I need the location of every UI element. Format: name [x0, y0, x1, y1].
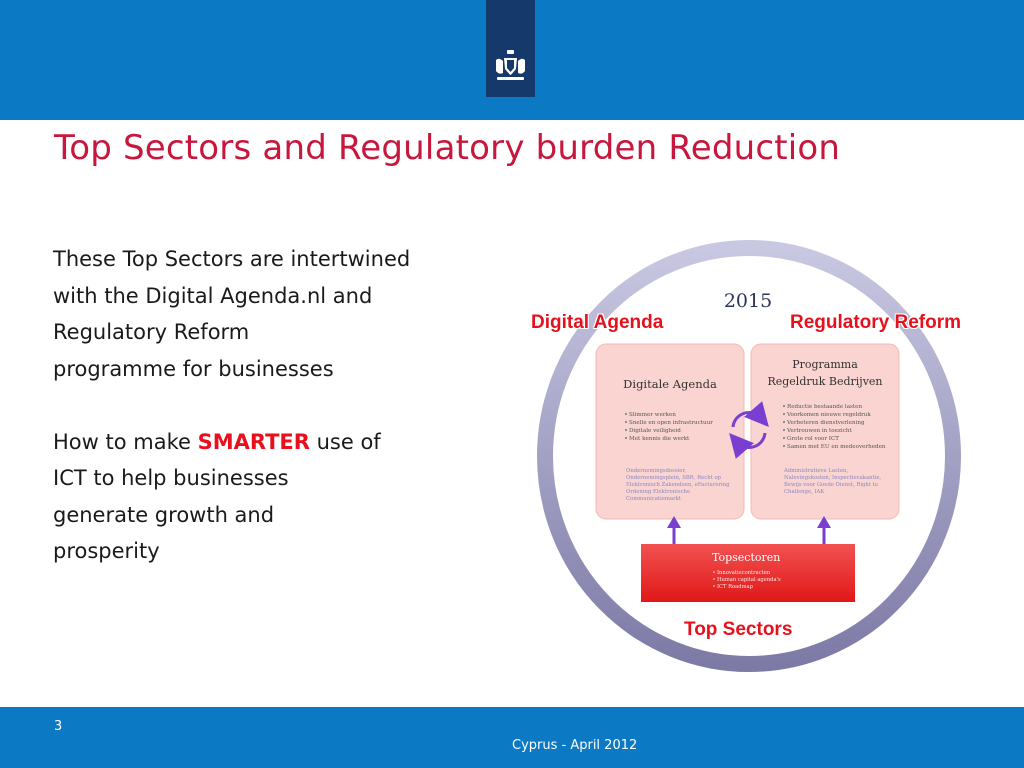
body-text — [53, 241, 513, 570]
coat-of-arms-icon — [490, 48, 531, 84]
left-bullet: Slimmer werken — [629, 412, 676, 418]
right-box-title-2: Regeldruk Bedrijven — [767, 375, 883, 388]
right-note: Bewijs voor Goede Dienst, Right to — [784, 482, 878, 488]
body-line: with the Digital Agenda.nl and — [53, 283, 373, 308]
bottom-box-title: Topsectoren — [712, 551, 781, 564]
smarter-highlight: SMARTER — [197, 429, 310, 454]
left-bullet: Digitale veiligheid — [629, 428, 681, 434]
left-note: Communicatiemarkt — [626, 496, 681, 502]
sectors-diagram — [520, 238, 1000, 678]
right-bullet: Samen met EU en medeoverheden — [787, 444, 886, 450]
page-number: 3 — [54, 719, 63, 734]
digital-agenda-label: Digital Agenda — [531, 312, 664, 333]
left-note: Ondernemingsplein, SBR, Recht op — [626, 475, 722, 481]
left-box-title: Digitale Agenda — [623, 377, 717, 391]
year-label: 2015 — [723, 290, 773, 312]
bottom-bullet: Human capital agenda's — [717, 577, 781, 583]
left-note: Elektronisch Zakendoen, eFacturering — [626, 482, 730, 488]
body-line-smarter — [53, 424, 513, 461]
right-bullet: Grote rol voor ICT — [787, 436, 840, 442]
right-bullet: Vertrouwen in toezicht — [787, 428, 852, 434]
body-line: prosperity — [53, 539, 160, 563]
body-line: programme for businesses — [53, 356, 334, 381]
right-note: Nalevingskosten, Inspectievakantie, — [784, 475, 882, 481]
body-prefix: How to make — [53, 429, 198, 454]
left-note: Ondernemingsdossier, — [626, 468, 687, 474]
diagram-graphic — [520, 238, 1000, 678]
bottom-bullet: Innovatiecontracten — [717, 570, 771, 576]
body-line: generate growth and — [53, 502, 275, 527]
body-suffix: use of — [309, 429, 381, 454]
left-bullet: Met kennis die werkt — [629, 436, 690, 442]
right-note: Challenge, IAK — [784, 489, 825, 495]
body-line: Regulatory Reform — [53, 320, 250, 344]
top-sectors-label: Top Sectors — [684, 619, 793, 640]
right-bullet: Verbeteren dienstverlening — [787, 420, 865, 426]
left-bullet: Snelle en open infrastructuur — [629, 420, 713, 426]
body-line: These Top Sectors are intertwined — [53, 247, 411, 271]
left-note: Ordening Elektronische — [626, 489, 691, 495]
slide-title: Top Sectors and Regulatory burden Reduction — [54, 128, 841, 168]
right-bullet: Voorkomen nieuwe regeldruk — [787, 412, 871, 418]
right-box-title-1: Programma — [792, 358, 858, 371]
footer-text: Cyprus - April 2012 — [512, 738, 638, 753]
body-line: ICT to help businesses — [53, 466, 289, 490]
right-bullet: Reductie bestaande lasten — [787, 404, 863, 410]
regulatory-reform-label: Regulatory Reform — [790, 312, 962, 333]
right-note: Administratieve Lasten, — [784, 468, 849, 474]
government-logo — [486, 0, 535, 97]
bottom-bullet: ICT Roadmap — [717, 584, 753, 590]
